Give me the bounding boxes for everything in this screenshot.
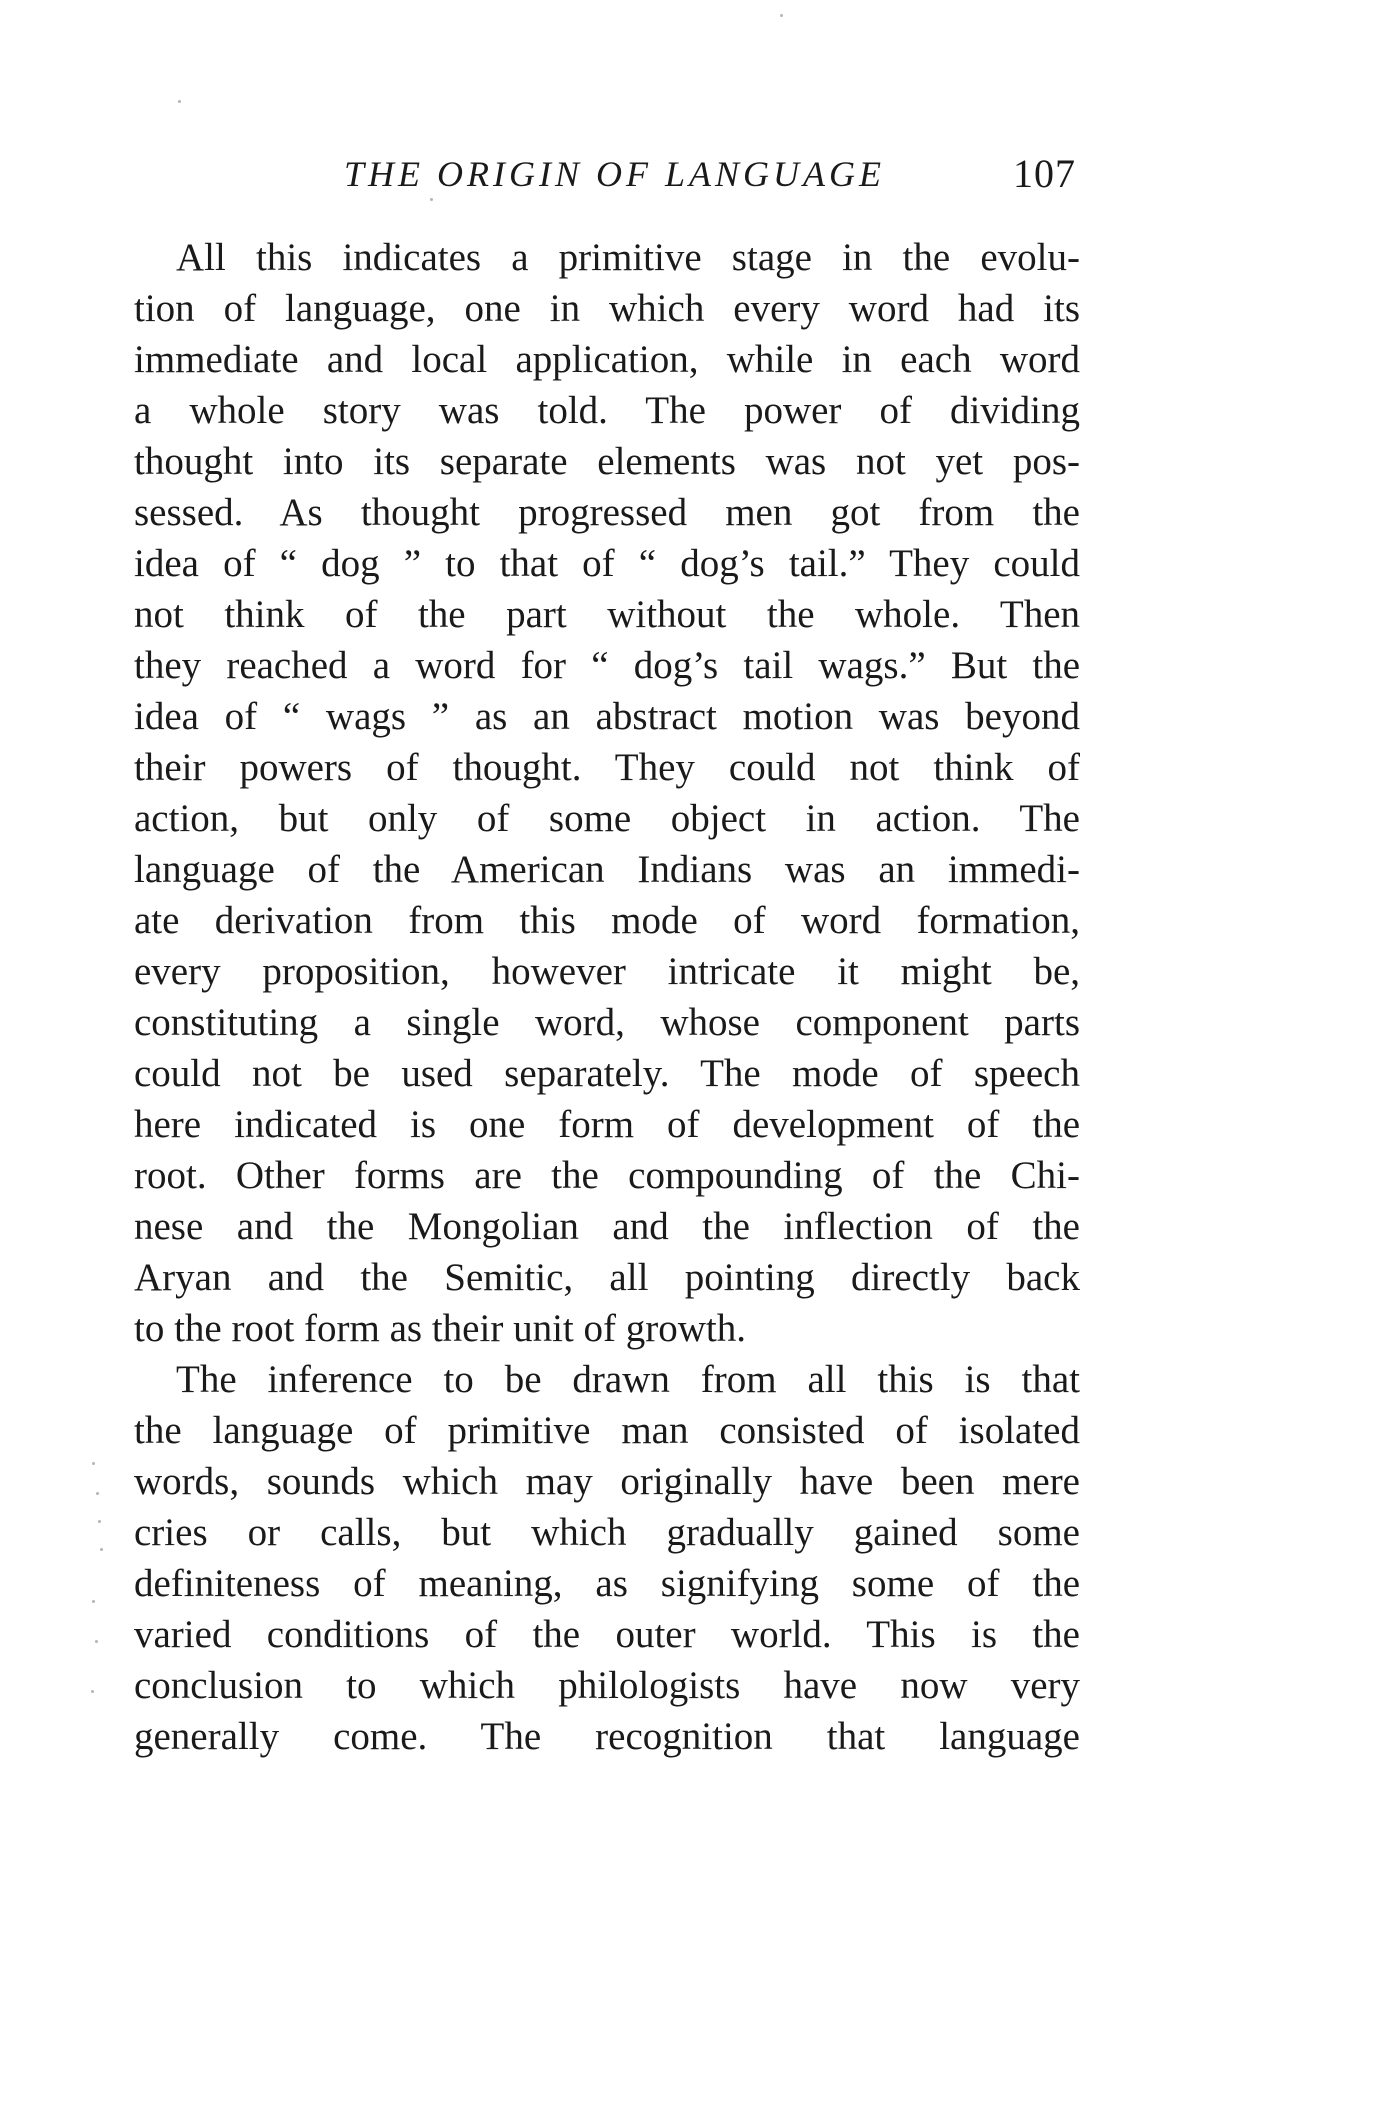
running-title: THE ORIGIN OF LANGUAGE xyxy=(344,154,885,194)
text-line: not think of the part without the whole. Then xyxy=(134,593,1080,636)
text-line: idea of “ dog ” to that of “ dog’s tail.” They could xyxy=(134,542,1080,585)
text-line: root. Other forms are the compounding of the Chi- xyxy=(134,1154,1080,1197)
text-line: their powers of thought. They could not think of xyxy=(134,746,1080,789)
text-line: to the root form as their unit of growth. xyxy=(134,1307,746,1350)
text-line: sessed. As thought progressed men got from the xyxy=(134,491,1080,534)
print-speck xyxy=(178,100,181,103)
text-line: conclusion to which philologists have now very xyxy=(134,1664,1080,1707)
print-speck xyxy=(780,14,783,17)
text-line: here indicated is one form of development of the xyxy=(134,1103,1080,1146)
text-line: action, but only of some object in action. The xyxy=(134,797,1080,840)
text-line: language of the American Indians was an immedi- xyxy=(134,848,1080,891)
text-line: a whole story was told. The power of dividing xyxy=(134,389,1080,432)
text-line: they reached a word for “ dog’s tail wags.” But the xyxy=(134,644,1080,687)
text-line: ate derivation from this mode of word formation, xyxy=(134,899,1080,942)
print-speck xyxy=(92,1600,95,1603)
text-line: definiteness of meaning, as signifying some of the xyxy=(134,1562,1080,1605)
print-speck xyxy=(430,198,433,201)
text-line: words, sounds which may originally have been mere xyxy=(134,1460,1080,1503)
print-speck xyxy=(91,1690,94,1693)
page-number: 107 xyxy=(1013,151,1076,196)
print-speck xyxy=(96,1492,99,1495)
text-line: constituting a single word, whose component parts xyxy=(134,1001,1080,1044)
text-line: idea of “ wags ” as an abstract motion was beyond xyxy=(134,695,1080,738)
paragraph-2 xyxy=(134,1354,1080,1762)
text-line: every proposition, however intricate it might be, xyxy=(134,950,1080,993)
print-speck xyxy=(100,1548,103,1551)
print-speck xyxy=(95,1640,98,1643)
text-line: generally come. The recognition that language xyxy=(134,1715,1080,1758)
text-line: thought into its separate elements was not yet pos- xyxy=(134,440,1080,483)
running-head xyxy=(134,150,1084,200)
text-line: could not be used separately. The mode of speech xyxy=(134,1052,1080,1095)
text-line: immediate and local application, while in each word xyxy=(134,338,1080,381)
text-line: The inference to be drawn from all this is that xyxy=(176,1358,1080,1401)
text-line: All this indicates a primitive stage in the evolu- xyxy=(176,236,1080,279)
text-line: varied conditions of the outer world. This is the xyxy=(134,1613,1080,1656)
body-text xyxy=(134,232,1080,1762)
paragraph-1 xyxy=(134,232,1080,1354)
text-line: tion of language, one in which every word had its xyxy=(134,287,1080,330)
text-line: Aryan and the Semitic, all pointing directly back xyxy=(134,1256,1080,1299)
text-line: the language of primitive man consisted of isolated xyxy=(134,1409,1080,1452)
print-speck xyxy=(92,1462,95,1465)
print-speck xyxy=(98,1520,101,1523)
text-line: nese and the Mongolian and the inflection of the xyxy=(134,1205,1080,1248)
text-line: cries or calls, but which gradually gained some xyxy=(134,1511,1080,1554)
